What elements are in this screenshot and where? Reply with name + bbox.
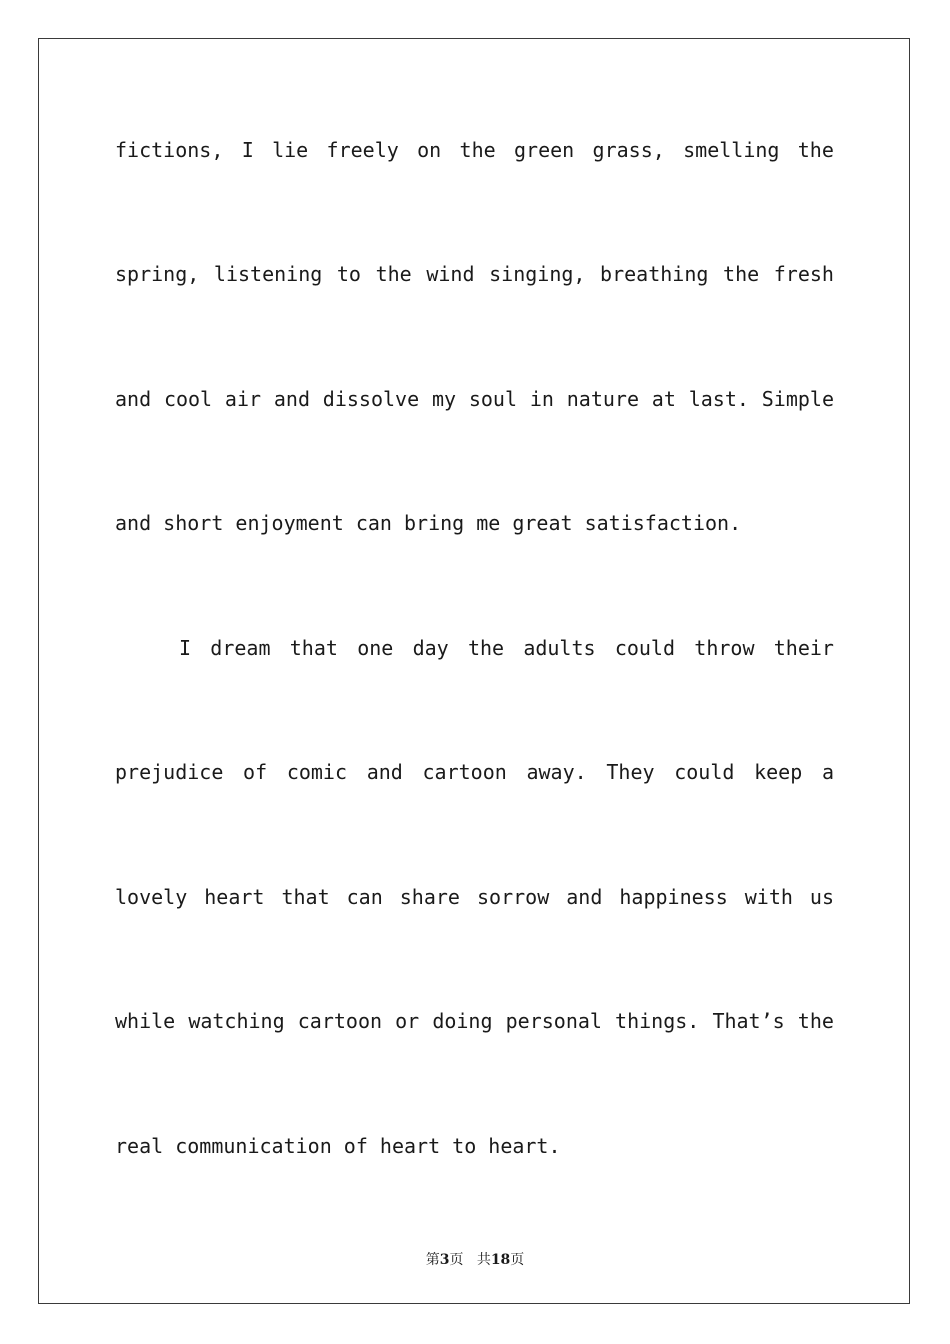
total-suffix: 页 — [510, 1252, 525, 1268]
text-line-7 — [115, 887, 834, 911]
word: day — [412, 636, 449, 660]
word: cartoon — [297, 1009, 383, 1033]
word: and — [366, 760, 403, 784]
text-line-4 — [115, 513, 834, 537]
word: the — [797, 138, 834, 162]
word: cool — [163, 387, 213, 411]
word: spring, — [115, 262, 200, 286]
word: cartoon — [422, 760, 507, 784]
word: the — [459, 138, 496, 162]
word: air — [224, 387, 262, 411]
text-line-5-paragraph-start — [115, 638, 834, 662]
word: and — [566, 885, 603, 909]
text-line-1 — [115, 140, 834, 164]
word: green — [513, 138, 575, 162]
word: in — [529, 387, 554, 411]
word: with — [744, 885, 793, 909]
word: that — [289, 636, 338, 660]
word: heart — [204, 885, 265, 909]
text-line-6 — [115, 762, 834, 786]
word: freely — [326, 138, 399, 162]
word: lie — [272, 138, 309, 162]
word: throw — [694, 636, 755, 660]
word: one — [357, 636, 394, 660]
word: Simple — [761, 387, 834, 411]
word: away. — [526, 760, 587, 784]
word: watching — [188, 1009, 285, 1033]
word: or — [395, 1009, 420, 1033]
word: the — [723, 262, 760, 286]
word: I — [179, 636, 192, 660]
text-line-8 — [115, 1011, 834, 1035]
word: personal — [505, 1009, 602, 1033]
text-line-2 — [115, 264, 834, 288]
word: their — [773, 636, 834, 660]
word: share — [399, 885, 460, 909]
word: us — [809, 885, 834, 909]
word: lovely — [115, 885, 188, 909]
word: soul — [468, 387, 518, 411]
word: happiness — [619, 885, 728, 909]
total-prefix: 共 — [476, 1252, 491, 1268]
word: the — [467, 636, 505, 660]
word: wind — [426, 262, 475, 286]
word: dream — [210, 636, 271, 660]
word: and — [115, 387, 152, 411]
text-line-3 — [115, 389, 834, 413]
word: and — [273, 387, 310, 411]
word: prejudice — [115, 760, 224, 784]
line-text: and short enjoyment can bring me great satisfaction. — [115, 511, 742, 535]
page-suffix: 页 — [449, 1252, 464, 1268]
word: keep — [754, 760, 803, 784]
word: smelling — [683, 138, 780, 162]
word: breathing — [600, 262, 709, 286]
line-text: real communication of heart to heart. — [115, 1134, 561, 1158]
word: of — [243, 760, 268, 784]
word: sorrow — [476, 885, 550, 909]
word: can — [346, 885, 383, 909]
current-page-number: 3 — [439, 1252, 450, 1268]
word: a — [821, 760, 834, 784]
word: on — [417, 138, 442, 162]
page-frame — [38, 38, 910, 1304]
page-prefix: 第 — [425, 1252, 440, 1268]
word: listening — [213, 262, 323, 286]
word: adults — [523, 636, 596, 660]
word: the — [797, 1009, 834, 1033]
word: last. — [688, 387, 749, 411]
word: I — [241, 138, 254, 162]
word: while — [115, 1009, 176, 1033]
word: singing, — [489, 262, 586, 286]
word: could — [674, 760, 735, 784]
word: nature — [566, 387, 639, 411]
total-page-count: 18 — [490, 1252, 511, 1268]
word: that — [281, 885, 330, 909]
text-line-9 — [115, 1136, 834, 1160]
word: could — [614, 636, 676, 660]
word: things. — [615, 1009, 700, 1033]
word: fresh — [773, 262, 834, 286]
page-footer — [0, 1249, 950, 1269]
word: That’s — [712, 1009, 785, 1033]
word: at — [651, 387, 676, 411]
word: dissolve — [322, 387, 420, 411]
word: the — [375, 262, 412, 286]
word: comic — [286, 760, 348, 784]
word: my — [431, 387, 457, 411]
word: to — [336, 262, 361, 286]
word: grass, — [592, 138, 665, 162]
word: They — [606, 760, 655, 784]
word: doing — [432, 1009, 493, 1033]
word: fictions, — [115, 138, 224, 162]
